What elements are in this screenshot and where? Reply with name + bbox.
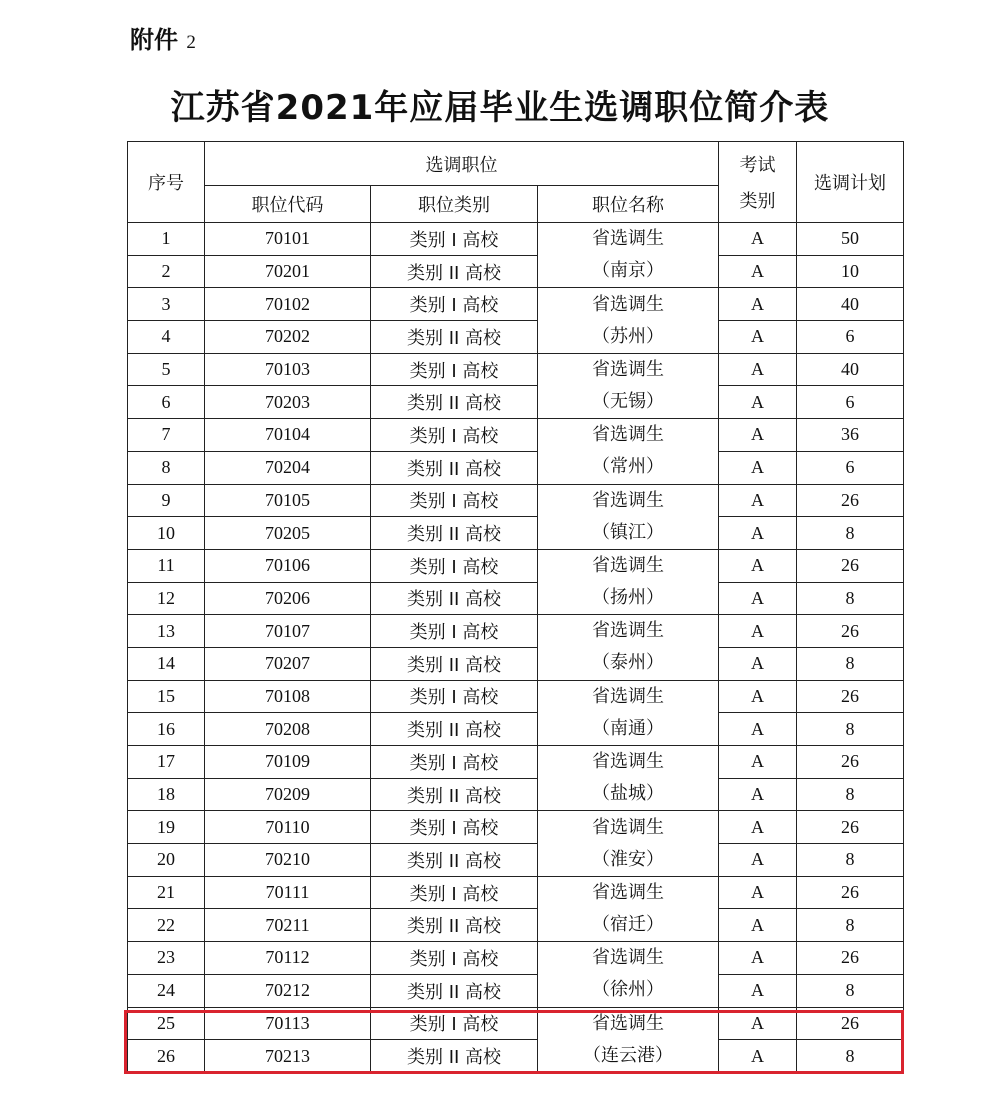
cell-category: 类别 I 高校 — [371, 811, 538, 844]
cell-position-name — [538, 615, 719, 680]
table-row — [128, 517, 904, 550]
cell-position-name — [538, 942, 719, 1007]
cell-seq: 23 — [128, 942, 205, 975]
position-name-line2: （苏州） — [592, 325, 664, 347]
cell-seq: 9 — [128, 484, 205, 517]
table-row — [128, 647, 904, 680]
cell-seq: 25 — [128, 1007, 205, 1040]
cell-category: 类别 I 高校 — [371, 549, 538, 582]
table-row — [128, 909, 904, 942]
position-name-line1: 省选调生 — [592, 424, 664, 446]
header-exam-type-line2: 类别 — [739, 191, 776, 212]
position-name-line2: （泰州） — [592, 652, 664, 674]
cell-plan: 26 — [797, 746, 904, 779]
cell-code: 70203 — [205, 386, 371, 419]
cell-seq: 1 — [128, 223, 205, 256]
cell-exam-type: A — [719, 451, 797, 484]
cell-position-name — [538, 680, 719, 745]
cell-seq: 11 — [128, 549, 205, 582]
cell-code: 70206 — [205, 582, 371, 615]
cell-code: 70104 — [205, 419, 371, 452]
cell-code: 70107 — [205, 615, 371, 648]
cell-exam-type: A — [719, 484, 797, 517]
header-plan: 选调计划 — [797, 142, 904, 223]
position-name-line2: （连云港） — [583, 1044, 673, 1066]
cell-seq: 2 — [128, 255, 205, 288]
cell-exam-type: A — [719, 942, 797, 975]
cell-category: 类别 I 高校 — [371, 223, 538, 256]
cell-position-name — [538, 811, 719, 876]
cell-category: 类别 II 高校 — [371, 1040, 538, 1073]
cell-plan: 8 — [797, 909, 904, 942]
cell-category: 类别 II 高校 — [371, 255, 538, 288]
cell-code: 70208 — [205, 713, 371, 746]
cell-category: 类别 I 高校 — [371, 419, 538, 452]
cell-code: 70205 — [205, 517, 371, 550]
table-row — [128, 746, 904, 779]
cell-code: 70112 — [205, 942, 371, 975]
cell-plan: 26 — [797, 876, 904, 909]
table-row — [128, 255, 904, 288]
attachment-label-text: 附件 — [130, 26, 178, 54]
cell-seq: 21 — [128, 876, 205, 909]
header-seq: 序号 — [128, 142, 205, 223]
cell-exam-type: A — [719, 1040, 797, 1073]
cell-category: 类别 II 高校 — [371, 974, 538, 1007]
cell-code: 70105 — [205, 484, 371, 517]
position-name-line1: 省选调生 — [592, 489, 664, 511]
cell-category: 类别 II 高校 — [371, 844, 538, 877]
cell-seq: 24 — [128, 974, 205, 1007]
position-name-line2: （扬州） — [592, 587, 664, 609]
cell-code: 70211 — [205, 909, 371, 942]
cell-category: 类别 II 高校 — [371, 451, 538, 484]
cell-category: 类别 I 高校 — [371, 1007, 538, 1040]
cell-category: 类别 II 高校 — [371, 647, 538, 680]
cell-exam-type: A — [719, 386, 797, 419]
cell-code: 70102 — [205, 288, 371, 321]
cell-exam-type: A — [719, 353, 797, 386]
position-name-line2: （南京） — [592, 260, 664, 282]
table-row — [128, 713, 904, 746]
position-name-line1: 省选调生 — [592, 620, 664, 642]
cell-exam-type: A — [719, 909, 797, 942]
cell-position-name — [538, 353, 719, 418]
position-name-line2: （盐城） — [592, 783, 664, 805]
table-row — [128, 615, 904, 648]
table-row — [128, 844, 904, 877]
cell-position-name — [538, 876, 719, 941]
cell-plan: 8 — [797, 517, 904, 550]
position-name-line2: （淮安） — [592, 848, 664, 870]
cell-exam-type: A — [719, 582, 797, 615]
cell-position-name — [538, 484, 719, 549]
cell-position-name — [538, 549, 719, 614]
cell-exam-type: A — [719, 615, 797, 648]
cell-exam-type: A — [719, 255, 797, 288]
cell-seq: 4 — [128, 321, 205, 354]
cell-position-name — [538, 288, 719, 353]
cell-position-name — [538, 419, 719, 484]
cell-plan: 36 — [797, 419, 904, 452]
cell-seq: 3 — [128, 288, 205, 321]
cell-category: 类别 II 高校 — [371, 321, 538, 354]
cell-exam-type: A — [719, 288, 797, 321]
cell-exam-type: A — [719, 713, 797, 746]
position-name-line1: 省选调生 — [592, 751, 664, 773]
cell-plan: 50 — [797, 223, 904, 256]
cell-code: 70103 — [205, 353, 371, 386]
position-name-line1: 省选调生 — [592, 685, 664, 707]
cell-category: 类别 II 高校 — [371, 517, 538, 550]
position-name-line1: 省选调生 — [592, 816, 664, 838]
table-row — [128, 288, 904, 321]
header-category: 职位类别 — [371, 186, 538, 223]
header-code: 职位代码 — [205, 186, 371, 223]
cell-seq: 20 — [128, 844, 205, 877]
cell-code: 70109 — [205, 746, 371, 779]
cell-plan: 40 — [797, 353, 904, 386]
cell-seq: 17 — [128, 746, 205, 779]
cell-seq: 10 — [128, 517, 205, 550]
cell-seq: 26 — [128, 1040, 205, 1073]
cell-seq: 22 — [128, 909, 205, 942]
cell-plan: 8 — [797, 778, 904, 811]
position-name-line1: 省选调生 — [592, 358, 664, 380]
cell-code: 70101 — [205, 223, 371, 256]
cell-plan: 26 — [797, 484, 904, 517]
cell-category: 类别 I 高校 — [371, 353, 538, 386]
position-name-line1: 省选调生 — [592, 228, 664, 250]
table-row — [128, 353, 904, 386]
highlight-box — [124, 1010, 904, 1074]
cell-exam-type: A — [719, 321, 797, 354]
cell-exam-type: A — [719, 1007, 797, 1040]
cell-exam-type: A — [719, 778, 797, 811]
position-name-line1: 省选调生 — [592, 1012, 664, 1034]
cell-plan: 8 — [797, 844, 904, 877]
cell-plan: 6 — [797, 386, 904, 419]
table-row — [128, 942, 904, 975]
cell-category: 类别 I 高校 — [371, 876, 538, 909]
cell-seq: 6 — [128, 386, 205, 419]
header-exam-type — [719, 142, 797, 223]
position-name-line2: （无锡） — [592, 390, 664, 412]
cell-exam-type: A — [719, 876, 797, 909]
attachment-number: 2 — [186, 32, 196, 53]
cell-plan: 26 — [797, 549, 904, 582]
cell-exam-type: A — [719, 647, 797, 680]
cell-seq: 14 — [128, 647, 205, 680]
table-row — [128, 974, 904, 1007]
cell-code: 70210 — [205, 844, 371, 877]
cell-exam-type: A — [719, 517, 797, 550]
cell-plan: 26 — [797, 1007, 904, 1040]
cell-seq: 16 — [128, 713, 205, 746]
cell-code: 70207 — [205, 647, 371, 680]
table-row — [128, 778, 904, 811]
cell-category: 类别 II 高校 — [371, 386, 538, 419]
cell-category: 类别 I 高校 — [371, 942, 538, 975]
table-row — [128, 876, 904, 909]
cell-plan: 6 — [797, 321, 904, 354]
cell-exam-type: A — [719, 419, 797, 452]
position-name-line2: （常州） — [592, 456, 664, 478]
table-row — [128, 549, 904, 582]
cell-code: 70113 — [205, 1007, 371, 1040]
cell-seq: 7 — [128, 419, 205, 452]
cell-category: 类别 II 高校 — [371, 713, 538, 746]
cell-plan: 8 — [797, 647, 904, 680]
cell-code: 70106 — [205, 549, 371, 582]
header-position-group: 选调职位 — [205, 142, 719, 186]
cell-category: 类别 I 高校 — [371, 680, 538, 713]
header-exam-type-line1: 考试 — [739, 155, 776, 176]
cell-category: 类别 II 高校 — [371, 778, 538, 811]
cell-plan: 26 — [797, 680, 904, 713]
position-name-line2: （镇江） — [592, 521, 664, 543]
positions-table — [127, 141, 904, 1073]
cell-seq: 13 — [128, 615, 205, 648]
cell-code: 70110 — [205, 811, 371, 844]
table-row — [128, 386, 904, 419]
cell-code: 70209 — [205, 778, 371, 811]
cell-code: 70212 — [205, 974, 371, 1007]
cell-exam-type: A — [719, 811, 797, 844]
position-name-line1: 省选调生 — [592, 881, 664, 903]
cell-category: 类别 II 高校 — [371, 909, 538, 942]
position-name-line1: 省选调生 — [592, 555, 664, 577]
cell-plan: 26 — [797, 811, 904, 844]
cell-category: 类别 I 高校 — [371, 288, 538, 321]
position-name-line2: （南通） — [592, 717, 664, 739]
cell-exam-type: A — [719, 549, 797, 582]
attachment-label — [130, 20, 196, 55]
cell-category: 类别 I 高校 — [371, 484, 538, 517]
cell-seq: 5 — [128, 353, 205, 386]
cell-seq: 18 — [128, 778, 205, 811]
table-row — [128, 223, 904, 256]
cell-code: 70202 — [205, 321, 371, 354]
table-row — [128, 451, 904, 484]
cell-exam-type: A — [719, 680, 797, 713]
cell-seq: 19 — [128, 811, 205, 844]
table-row — [128, 484, 904, 517]
cell-position-name — [538, 746, 719, 811]
cell-plan: 26 — [797, 942, 904, 975]
cell-seq: 8 — [128, 451, 205, 484]
table-row — [128, 321, 904, 354]
cell-code: 70201 — [205, 255, 371, 288]
cell-exam-type: A — [719, 974, 797, 1007]
table-row — [128, 582, 904, 615]
table-row — [128, 811, 904, 844]
cell-plan: 8 — [797, 582, 904, 615]
cell-position-name — [538, 223, 719, 288]
cell-category: 类别 II 高校 — [371, 582, 538, 615]
cell-exam-type: A — [719, 746, 797, 779]
cell-plan: 8 — [797, 974, 904, 1007]
cell-exam-type: A — [719, 844, 797, 877]
position-name-line1: 省选调生 — [592, 293, 664, 315]
table-row — [128, 419, 904, 452]
cell-exam-type: A — [719, 223, 797, 256]
position-name-line2: （徐州） — [592, 979, 664, 1001]
cell-seq: 12 — [128, 582, 205, 615]
cell-code: 70204 — [205, 451, 371, 484]
cell-code: 70108 — [205, 680, 371, 713]
cell-plan: 40 — [797, 288, 904, 321]
header-name: 职位名称 — [538, 186, 719, 223]
cell-category: 类别 I 高校 — [371, 615, 538, 648]
cell-category: 类别 I 高校 — [371, 746, 538, 779]
position-name-line2: （宿迁） — [592, 913, 664, 935]
cell-seq: 15 — [128, 680, 205, 713]
cell-plan: 26 — [797, 615, 904, 648]
cell-plan: 10 — [797, 255, 904, 288]
cell-plan: 6 — [797, 451, 904, 484]
document-title: 江苏省2021年应届毕业生选调职位简介表 — [170, 88, 830, 128]
cell-plan: 8 — [797, 1040, 904, 1073]
cell-plan: 8 — [797, 713, 904, 746]
cell-code: 70111 — [205, 876, 371, 909]
table-row — [128, 680, 904, 713]
cell-code: 70213 — [205, 1040, 371, 1073]
position-name-line1: 省选调生 — [592, 947, 664, 969]
